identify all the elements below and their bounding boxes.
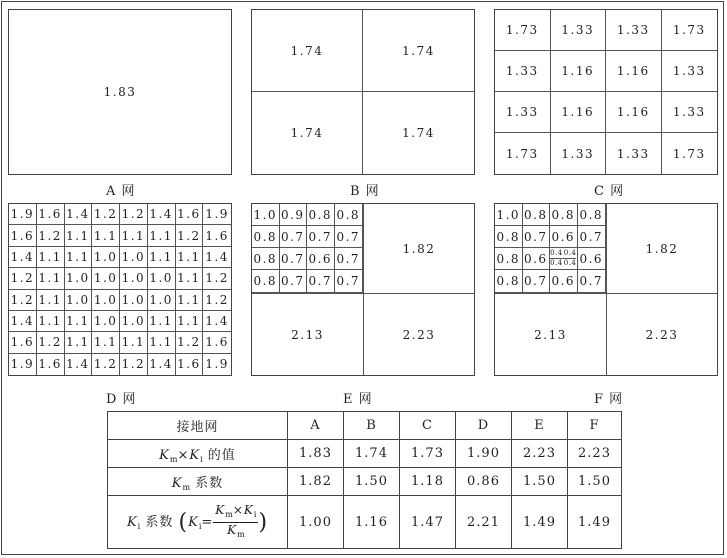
grid-c-label: C 网	[594, 184, 625, 199]
grid-d-cell: 1.4	[148, 354, 176, 375]
grid-d-cell: 1.0	[120, 311, 148, 332]
grid-c-cell: 1.33	[662, 51, 718, 92]
table-cell: 1.50	[512, 468, 568, 496]
grid-f-sub-cell: 0.7	[523, 226, 551, 248]
grid-d-cell: 1.1	[148, 332, 176, 353]
grid-f-sub-cell: 0.8	[495, 248, 523, 270]
grid-f-sub-cell: 0.6	[550, 270, 578, 292]
table-cell: 1.82	[288, 468, 344, 496]
table-cell: 0.86	[456, 468, 512, 496]
grid-d-cell: 1.4	[9, 247, 37, 268]
grid-d-cell: 1.0	[120, 247, 148, 268]
grid-f-bottomright: 2.23	[645, 327, 679, 342]
table-cell: 2.23	[568, 440, 622, 468]
grid-d-cell: 1.0	[148, 268, 176, 289]
grid-d-cell: 1.2	[176, 332, 204, 353]
grid-e-sub-cell: 0.7	[335, 226, 363, 248]
table-col-b: B	[344, 412, 400, 440]
grid-e	[251, 203, 475, 376]
grid-d-cell: 1.1	[37, 311, 65, 332]
ki-formula-fraction: $\frac{K_m\times K_i}{K_m}$	[215, 502, 257, 539]
row1-label: $K_m\times K_i$ 的值	[108, 440, 288, 468]
grid-f-sub-cell: 0.8	[523, 204, 551, 226]
grid-f-sub-cell: 0.7	[579, 274, 604, 288]
grid-e-sub-cell: 0.8	[307, 204, 335, 226]
grid-c-cell: 1.16	[551, 92, 607, 133]
row3-label: $K_i$ 系数 ($K_i=$ $\frac{K_m\times K_i}{K_m}$ )	[108, 496, 288, 549]
grid-d-cell: 1.6	[176, 354, 204, 375]
grid-d-cell: 1.6	[37, 354, 65, 375]
grid-d-cell: 1.1	[65, 332, 93, 353]
table-cell: 1.00	[288, 496, 344, 549]
grid-d-cell: 1.1	[65, 225, 93, 246]
grid-d-cell: 1.1	[176, 290, 204, 311]
grid-d-cell: 1.6	[176, 204, 204, 225]
grid-d-cell: 1.4	[9, 311, 37, 332]
grid-d-cell: 1.9	[205, 357, 229, 372]
grid-d-cell: 1.1	[148, 225, 176, 246]
table-col-c: C	[400, 412, 456, 440]
grid-e-sub-cell: 0.7	[280, 248, 308, 270]
grid-e-sub-cell: 0.7	[307, 226, 335, 248]
grid-b-cell: 1.74	[252, 92, 363, 174]
table-cell: 1.18	[400, 468, 456, 496]
grid-d-cell: 1.6	[9, 225, 37, 246]
grid-d-cell: 1.4	[203, 247, 231, 268]
table-header-row	[108, 412, 622, 440]
table-row	[108, 440, 622, 468]
grid-c-cell: 1.16	[606, 51, 662, 92]
grid-d-cell: 1.1	[120, 332, 148, 353]
grid-d-cell: 1.1	[148, 247, 176, 268]
grid-e-sub-cell: 0.7	[280, 226, 308, 248]
grid-d-cell: 1.6	[203, 225, 231, 246]
grid-e-sub-cell: 0.9	[280, 204, 308, 226]
grid-e-sub-cell: 0.8	[252, 248, 280, 270]
grid-f-label: F 网	[594, 392, 624, 407]
table-cell: 1.49	[512, 496, 568, 549]
grid-c-cell: 1.33	[606, 133, 662, 174]
grid-e-sub-cell: 0.7	[335, 248, 363, 270]
grid-d-cell: 1.2	[92, 204, 120, 225]
grid-d-cell: 1.0	[92, 290, 120, 311]
grid-e-sub-cell: 0.8	[252, 270, 280, 292]
grid-f-sub-cell: 0.8	[495, 270, 523, 292]
summary-table	[107, 411, 622, 549]
grid-c-cell: 1.73	[672, 146, 706, 161]
grid-f-sub-cell: 0.8	[578, 204, 606, 226]
table-row	[108, 496, 622, 549]
grid-d-cell: 1.1	[37, 290, 65, 311]
grid-d-cell: 1.4	[65, 354, 93, 375]
grid-b-cell: 1.74	[402, 126, 435, 140]
grid-d-cell: 1.1	[176, 311, 204, 332]
grid-e-bottomright: 2.23	[402, 327, 436, 342]
grid-d-cell: 1.9	[9, 204, 37, 225]
grid-c-cell: 1.33	[551, 133, 607, 174]
grid-d-cell: 1.0	[65, 268, 93, 289]
grid-d-cell: 1.1	[120, 225, 148, 246]
row2-label: $K_m$ 系数	[108, 468, 288, 496]
table-cell: 2.23	[512, 440, 568, 468]
grid-b	[251, 9, 475, 175]
grid-c-cell: 1.16	[551, 51, 607, 92]
grid-d-cell: 1.1	[92, 332, 120, 353]
table-col-d: D	[456, 412, 512, 440]
grid-e-sub-cell: 0.7	[307, 270, 335, 292]
grid-f-sub-cell: 1.0	[495, 204, 523, 226]
table-cell: 2.21	[456, 496, 512, 549]
grid-d-cell: 1.2	[37, 332, 65, 353]
grid-e-sub-cell: 0.7	[336, 274, 361, 288]
table-header-label: 接地网	[108, 412, 288, 440]
grid-d-cell: 1.2	[9, 290, 37, 311]
grid-f-topright: 1.82	[645, 241, 679, 256]
grid-d-cell: 1.2	[37, 225, 65, 246]
grid-d-cell: 1.0	[92, 311, 120, 332]
grid-d-cell: 1.9	[9, 354, 37, 375]
grid-f-sub-cell: 0.6	[578, 248, 606, 270]
table-row	[108, 468, 622, 496]
grid-e-sub-cell: 0.8	[335, 204, 363, 226]
grid-c-cell: 1.33	[495, 92, 551, 133]
grid-e-topright: 1.82	[402, 241, 436, 256]
grid-c-cell: 1.33	[551, 10, 607, 51]
table-cell: 1.83	[288, 440, 344, 468]
grid-d-cell: 1.1	[176, 247, 204, 268]
grid-f-sub-cell: 0.7	[523, 270, 551, 292]
grid-e-bottomleft: 2.13	[291, 327, 324, 342]
grid-d-cell: 1.2	[203, 268, 231, 289]
grid-b-cell: 1.74	[252, 10, 363, 92]
grid-f-sub-cell: 0.8	[495, 226, 523, 248]
table-col-a: A	[288, 412, 344, 440]
grid-d-cell: 1.9	[203, 204, 231, 225]
grid-d-cell: 1.2	[92, 354, 120, 375]
grid-d-cell: 1.0	[148, 290, 176, 311]
grid-d-cell: 1.4	[65, 204, 93, 225]
grid-d-cell: 1.2	[9, 268, 37, 289]
tiny-value: 0.4	[550, 259, 563, 267]
grid-d-cell: 1.1	[148, 311, 176, 332]
grid-d-cell: 1.6	[203, 332, 231, 353]
grid-f-sub-cell: 0.6	[523, 248, 551, 270]
grid-b-cell: 1.74	[363, 10, 474, 92]
grid-d-cell: 1.1	[37, 268, 65, 289]
grid-d-cell: 1.0	[65, 290, 93, 311]
table-cell: 1.74	[344, 440, 400, 468]
grid-f-sub-cell: 0.7	[578, 226, 606, 248]
grid-d-cell: 1.2	[120, 354, 148, 375]
table-cell: 1.50	[344, 468, 400, 496]
grid-d-label: D 网	[106, 392, 137, 407]
grid-a-label: A 网	[106, 184, 136, 199]
tiny-value: 0.4	[550, 249, 563, 257]
grid-d-cell: 1.4	[148, 204, 176, 225]
grid-a	[8, 9, 232, 175]
grid-d-cell: 1.4	[203, 311, 231, 332]
grid-d-cell: 1.1	[37, 247, 65, 268]
grid-d-cell: 1.0	[120, 290, 148, 311]
grid-f	[494, 203, 718, 376]
table-col-f: F	[568, 412, 622, 440]
grid-f-tiny-cell	[550, 248, 578, 270]
grid-c-cell: 1.73	[495, 10, 551, 51]
grid-c-cell: 1.33	[662, 92, 718, 133]
grid-b-label: B 网	[350, 184, 380, 199]
tiny-value: 0.4	[563, 249, 577, 257]
tiny-value: 0.4	[563, 259, 577, 267]
grid-c-cell: 1.33	[606, 10, 662, 51]
grid-c-cell: 1.33	[495, 51, 551, 92]
grid-e-sub-cell: 0.7	[280, 270, 308, 292]
grid-d-cell: 1.6	[37, 204, 65, 225]
grid-d-cell: 1.1	[65, 311, 93, 332]
grid-d-cell: 1.2	[176, 225, 204, 246]
table-col-e: E	[512, 412, 568, 440]
grid-e-sub-cell: 0.6	[307, 248, 335, 270]
grid-c-cell: 1.73	[495, 133, 551, 174]
grid-d-cell: 1.1	[65, 247, 93, 268]
grid-a-value: 1.83	[103, 85, 137, 99]
grid-f-sub-cell: 0.6	[550, 226, 578, 248]
grid-f-bottomleft: 2.13	[534, 327, 567, 342]
grid-d-cell: 1.0	[92, 268, 120, 289]
grid-e-sub-cell: 1.0	[252, 204, 280, 226]
table-cell: 1.90	[456, 440, 512, 468]
grid-d-cell: 1.2	[203, 290, 231, 311]
grid-d-cell: 1.6	[9, 332, 37, 353]
table-cell: 1.50	[568, 468, 622, 496]
grid-d	[8, 203, 232, 376]
grid-d-cell: 1.1	[176, 268, 204, 289]
grid-d-cell: 1.0	[92, 247, 120, 268]
grid-c-cell: 1.73	[662, 10, 718, 51]
grid-e-sub-cell: 0.8	[252, 226, 280, 248]
table-cell: 1.73	[400, 440, 456, 468]
grid-c	[494, 9, 718, 175]
grid-e-label: E 网	[343, 392, 373, 407]
grid-d-cell: 1.2	[120, 204, 148, 225]
grid-f-sub-cell: 0.8	[550, 204, 578, 226]
grid-d-cell: 1.0	[120, 268, 148, 289]
table-cell: 1.16	[344, 496, 400, 549]
grid-d-cell: 1.1	[92, 225, 120, 246]
table-cell: 1.47	[400, 496, 456, 549]
grid-c-cell: 1.16	[606, 92, 662, 133]
table-cell: 1.49	[568, 496, 622, 549]
